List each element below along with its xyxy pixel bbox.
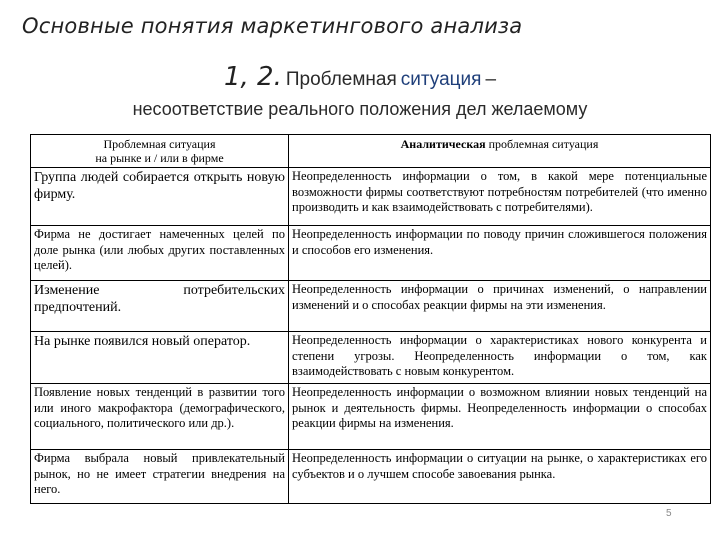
heading-dash: –: [485, 69, 497, 90]
table-row: [31, 168, 711, 226]
table-row: [31, 384, 711, 450]
analytic-cell: Неопределенность информации о причинах изменений, о направлении изменений и о способах реакции фирмы на эти изменения.: [289, 281, 711, 332]
situation-cell: На рынке появился новый оператор.: [31, 332, 289, 384]
col1-header-line1: Проблемная ситуация: [103, 137, 216, 151]
problem-heading: [0, 62, 720, 92]
heading-accent: ситуация: [400, 69, 482, 90]
page-number: 5: [666, 508, 672, 519]
table-row: [31, 332, 711, 384]
situations-table: [30, 134, 711, 504]
analytic-cell: Неопределенность информации о том, в какой мере потенциальные возможности фирмы соответствуют потребностям потребителей (что именно производить и как взаимодействовать с потребителями).: [289, 168, 711, 226]
table-row: [31, 450, 711, 504]
situation-cell: Фирма выбрала новый привлекательный рынок, но не имеет стратегии внедрения на него.: [31, 450, 289, 504]
col2-header: [289, 135, 711, 168]
col2-header-rest: проблемная ситуация: [485, 137, 599, 151]
situation-cell: Фирма не достигает намеченных целей по доле рынка (или любых других поставленных целей).: [31, 226, 289, 281]
slide-title: Основные понятия маркетингового анализа: [22, 14, 523, 38]
analytic-cell: Неопределенность информации о ситуации на рынке, о характеристиках его субъектов и о лучшем способе завоевания рынка.: [289, 450, 711, 504]
table-row: [31, 281, 711, 332]
col1-header-line2: на рынке и / или в фирме: [95, 151, 224, 165]
situation-cell: Изменение потребительских предпочтений.: [31, 281, 289, 332]
analytic-cell: Неопределенность информации о характеристиках нового конкурента и степени угрозы. Неопределенность информации о том, как взаимодействовать с новым конкурентом.: [289, 332, 711, 384]
analytic-cell: Неопределенность информации по поводу причин сложившегося положения и способов его изменения.: [289, 226, 711, 281]
analytic-cell: Неопределенность информации о возможном влиянии новых тенденций на рынок и деятельность фирмы. Неопределенность информации о способах реакции фирмы на изменения.: [289, 384, 711, 450]
table-row: [31, 226, 711, 281]
situation-cell: Появление новых тенденций в развитии того или иного макрофактора (демографического, социального, политического или др.).: [31, 384, 289, 450]
situation-cell: Группа людей собирается открыть новую фирму.: [31, 168, 289, 226]
col1-header: [31, 135, 289, 168]
heading-label: Проблемная: [285, 69, 397, 90]
table-header-row: [31, 135, 711, 168]
col2-header-bold: Аналитическая: [400, 137, 486, 151]
definition-text: несоответствие реального положения дел желаемому: [132, 99, 588, 119]
heading-number: 1, 2.: [223, 62, 282, 92]
